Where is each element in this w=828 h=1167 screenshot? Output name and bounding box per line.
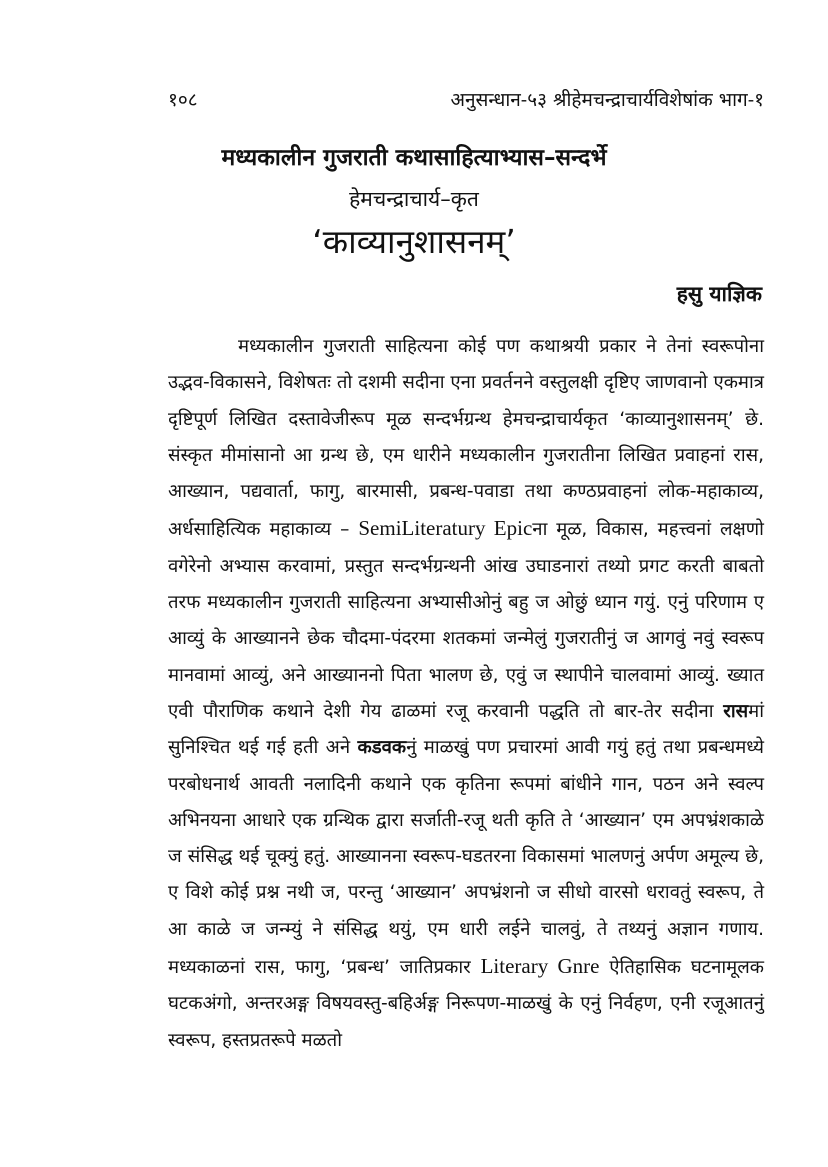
bold-term: कडवक <box>357 737 407 759</box>
latin-term: Literary Gnre <box>480 954 600 979</box>
journal-title: अनुसन्धान-५३ श्रीहेमचन्द्राचार्यविशेषांक भाग-१ <box>450 89 764 111</box>
page-number: १०८ <box>168 89 198 111</box>
body-paragraph <box>168 329 764 1059</box>
article-subtitle-2: हेमचन्द्राचार्य–कृत <box>349 187 479 211</box>
latin-term: SemiLiteratury Epic <box>358 516 533 541</box>
body-text-segment: मध्यकालीन गुजराती साहित्यना कोई पण कथाश्रयी प्रकार ने तेनां स्वरूपोना उद्भव-विकासने, विशेषतः तो दशमी सदीना एना प्रवर्तनने वस्तुलक्षी दृष्टिए जाणवानो एकमात्र दृष्टिपूर्ण लिखित दस्तावेजीरूप मूळ सन्दर्भग्रन्थ हेमचन्द्राचार्यकृत ‘काव्यानुशासनम्’ छे. संस्कृत मीमांसानो आ ग्रन्थ छे, एम धारीने मध्यकालीन गुजरातीना लिखित प्रवाहनां रास, आख्यान, पद्यवार्ता, फागु, बारमासी, प्रबन्ध-पवाडा तथा कण्ठप्रवाहनां लोक-महाकाव्य, अर्धसाहित्यिक महाकाव्य – <box>168 336 764 541</box>
article-title: ‘काव्यानुशासनम्’ <box>312 222 516 261</box>
article-title-block <box>0 140 828 266</box>
body-text-segment: नुं माळखुं पण प्रचारमां आवी गयुं हतुं तथा प्रबन्धमध्ये परबोधनार्थ आवती नलादिनी कथाने एक कृतिना रूपमां बांधीने गान, पठन अने स्वल्प अभिनयना आधारे एक ग्रन्थिक द्वारा सर्जाती-रजू थती कृति ते ‘आख्यान’ एम अपभ्रंशकाळे ज संसिद्ध थई चूक्युं हतुं. आख्यानना स्वरूप-घडतरना विकासमां भालणनुं अर्पण अमूल्य छे, ए विशे कोई प्रश्न नथी ज, परन्तु ‘आख्यान’ अपभ्रंशनो ज सीधो वारसो धरावतुं स्वरूप, ते आ काळे ज जन्म्युं ने संसिद्ध थयुं, एम धारी लईने चालवुं, ते तथ्यनुं अज्ञान गणाय. मध्यकाळनां रास, फागु, ‘प्रबन्ध’ जातिप्रकार <box>168 737 764 979</box>
bold-term: रास <box>723 700 749 722</box>
article-body <box>168 329 764 1059</box>
author-name: हसु याज्ञिक <box>676 282 762 306</box>
running-header <box>168 86 764 110</box>
body-text-segment: ना मूळ, विकास, महत्त्वनां लक्षणो वगेरेनो अभ्यास करवामां, प्रस्तुत सन्दर्भग्रन्थनी आंख उघाडनारां तथ्यो प्रगट करती बाबतो तरफ मध्यकालीन गुजराती साहित्यना अभ्यासीओनुं बहु ज ओछुं ध्यान गयुं. एनुं परिणाम ए आव्युं के आख्यानने छेक चौदमा-पंदरमा शतकमां जन्मेलुं गुजरातीनुं ज आगवुं नवुं स्वरूप मानवामां आव्युं, अने आख्याननो पिता भालण छे, एवुं ज स्थापीने चालवामां आव्युं. ख्यात एवी पौराणिक कथाने देशी गेय ढाळमां रजू करवानी पद्धति तो बार-तेर सदीना <box>168 519 764 722</box>
body-text-segment: मां सुनिश्चित थई गई हती अने <box>168 700 764 759</box>
body-text-segment: ऐतिहासिक घटनामूलक घटकअंगो, अन्तरअङ्ग विषयवस्तु-बहिर्अङ्ग निरूपण-माळखुं के एनुं निर्वहण, एनी रजूआतनुं स्वरूप, हस्तप्रतरूपे मळतो <box>168 957 764 1051</box>
article-subtitle: मध्यकालीन गुजराती कथासाहित्याभ्यास–सन्दर्भे <box>221 145 607 171</box>
